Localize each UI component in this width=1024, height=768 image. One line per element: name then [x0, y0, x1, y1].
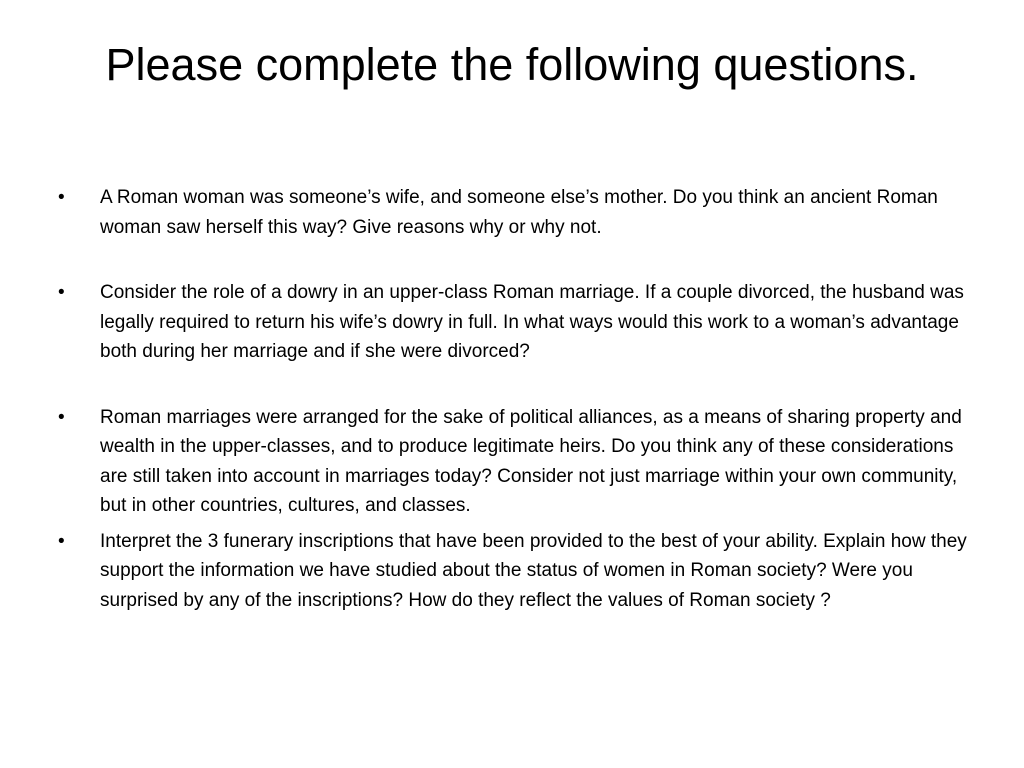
question-text: Roman marriages were arranged for the sake of political alliances, as a means of sharing property and wealth in the upper-classes, and to produce legitimate heirs. Do you think any of these considerations are still taken into account in marriages today? Consider not just marriage within your own community, but in other countries, cultures, and classes.: [100, 406, 962, 516]
question-item: [58, 278, 978, 367]
bullet-icon: •: [58, 530, 65, 552]
bullet-icon: •: [58, 406, 65, 428]
question-item: [58, 183, 978, 242]
bullet-icon: •: [58, 187, 65, 208]
question-item: [58, 403, 978, 521]
question-item: [58, 527, 978, 616]
slide-title: Please complete the following questions.: [105, 39, 919, 90]
question-list: [58, 183, 978, 615]
question-text: Interpret the 3 funerary inscriptions that have been provided to the best of your ability. Explain how they support the information we have studied about the status of women in Roman society? Were you surprised by any of the inscriptions? How do they reflect the values of Roman society ?: [100, 530, 967, 611]
question-text: Consider the role of a dowry in an upper-class Roman marriage. If a couple divorced, the husband was legally required to return his wife’s dowry in full. In what ways would this work to a woman’s advantage both during her marriage and if she were divorced?: [100, 282, 964, 362]
bullet-icon: •: [58, 282, 65, 303]
question-text: A Roman woman was someone’s wife, and someone else’s mother. Do you think an ancient Roman woman saw herself this way? Give reasons why or why not.: [100, 187, 938, 238]
